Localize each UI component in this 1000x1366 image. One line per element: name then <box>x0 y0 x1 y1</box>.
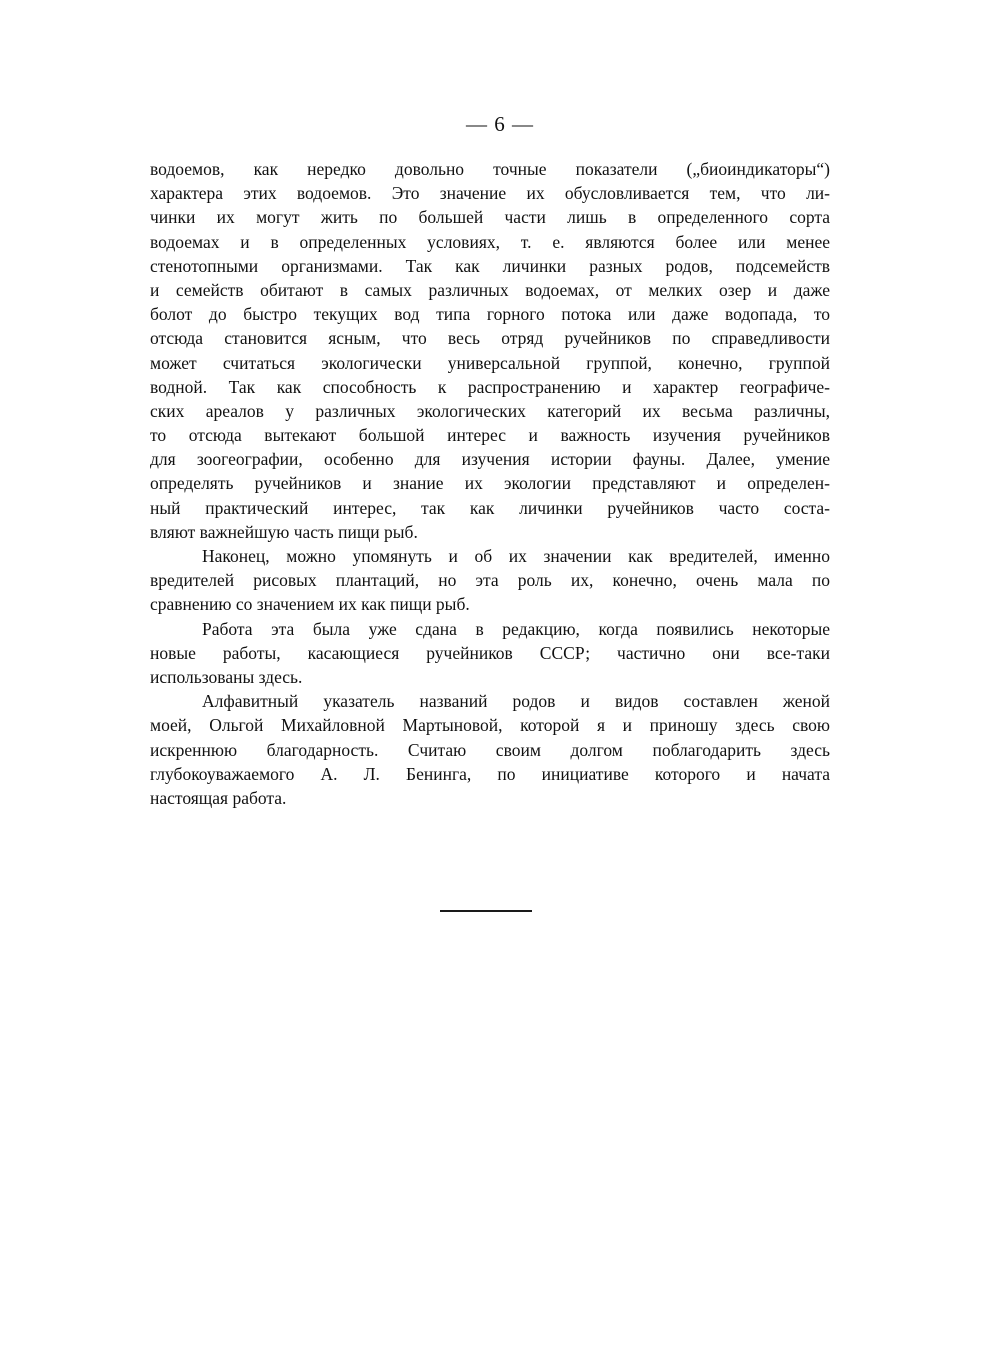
text-line: отсюда становится ясным, что весь отряд ручейников по справедливости <box>150 328 830 349</box>
text-line: сравнению со значением их как пищи рыб. <box>150 594 470 615</box>
text-line: и семейств обитают в самых различных водоемах, от мелких озер и даже <box>150 279 830 300</box>
text-line: для зоогеографии, особенно для изучения истории фауны. Далее, умение <box>150 449 830 470</box>
text-line: водной. Так как способность к распространению и характер географиче- <box>150 376 830 397</box>
text-line: чинки их могут жить по большей части лишь в определенного сорта <box>150 207 830 228</box>
text-line: Наконец, можно упомянуть и об их значении как вредителей, именно <box>202 546 830 566</box>
text-line: ских ареалов у различных экологических категорий их весьма различны, <box>150 400 830 421</box>
text-line: глубокоуважаемого А. Л. Бенинга, по инициативе которого и начата <box>150 763 830 784</box>
text-line: болот до быстро текущих вод типа горного потока или даже водопада, то <box>150 304 830 325</box>
body-text <box>150 157 830 810</box>
text-line: моей, Ольгой Михайловной Мартыновой, которой я и приношу здесь свою <box>150 715 830 736</box>
page-number: — 6 — <box>466 112 534 136</box>
text-line: характера этих водоемов. Это значение их обусловливается тем, что ли- <box>150 183 830 204</box>
end-rule <box>440 910 532 912</box>
text-line: ный практический интерес, так как личинки ручейников часто соста- <box>150 497 830 518</box>
text-line: вляют важнейшую часть пищи рыб. <box>150 521 418 542</box>
text-line: вредителей рисовых плантаций, но эта роль их, конечно, очень мала по <box>150 570 830 591</box>
text-line: водоемах и в определенных условиях, т. е. являются более или менее <box>150 231 830 252</box>
text-line: определять ручейников и знание их экологии представляют и определен- <box>150 473 830 494</box>
text-line: искреннюю благодарность. Считаю своим долгом поблагодарить здесь <box>150 739 830 760</box>
text-line: использованы здесь. <box>150 666 303 687</box>
text-line: новые работы, касающиеся ручейников СССР; частично они все-таки <box>150 642 830 663</box>
text-line: Алфавитный указатель названий родов и видов составлен женой <box>202 691 830 712</box>
text-line: может считаться экологически универсальной группой, конечно, группой <box>150 352 830 373</box>
text-line: стенотопными организмами. Так как личинки разных родов, подсемейств <box>150 255 830 276</box>
text-line: Работа эта была уже сдана в редакцию, когда появились некоторые <box>202 618 830 639</box>
text-line: настоящая работа. <box>150 787 287 808</box>
text-line: водоемов, как нередко довольно точные показатели („биоиндикаторы“) <box>150 159 830 179</box>
text-line: то отсюда вытекают большой интерес и важность изучения ручейников <box>150 425 830 446</box>
